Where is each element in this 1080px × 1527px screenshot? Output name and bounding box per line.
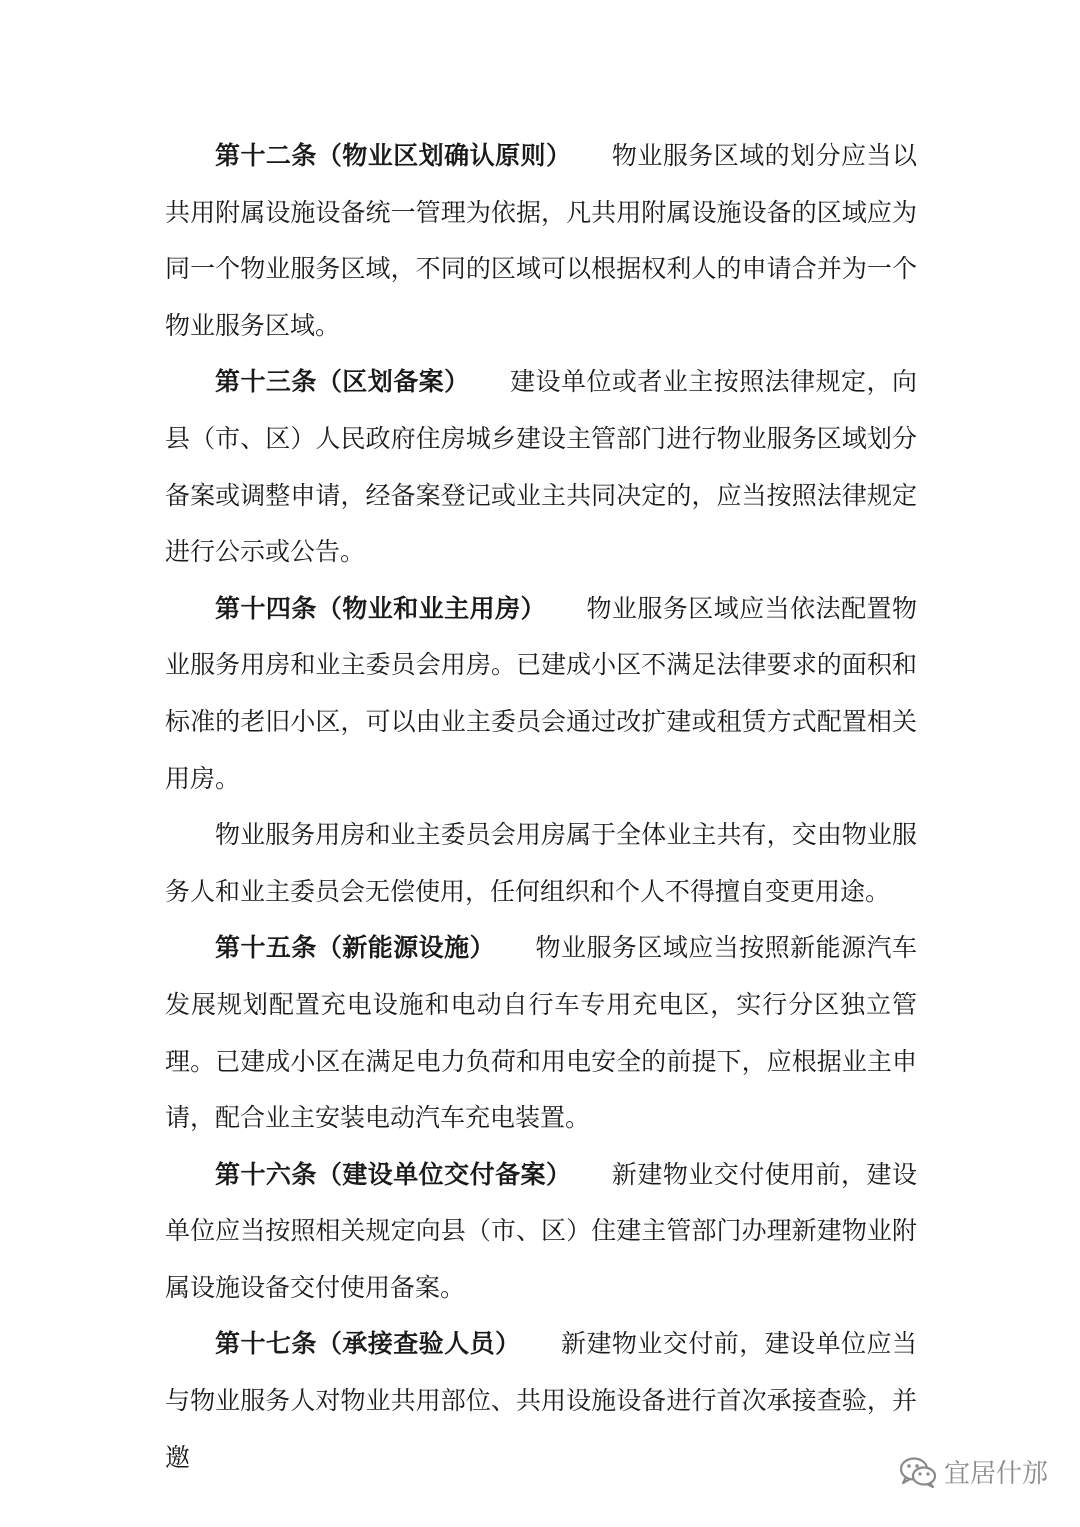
article-12 — [165, 128, 917, 354]
article-text: 新建物业交付使用前，建设单位应当按照相关规定向县（市、区）住建主管部门办理新建物业附属设施设备交付使用备案。 — [165, 1159, 917, 1302]
article-text: 建设单位或者业主按照法律规定，向县（市、区）人民政府住房城乡建设主管部门进行物业服务区域划分备案或调整申请，经备案登记或业主共同决定的，应当按照法律规定进行公示或公告。 — [165, 367, 917, 567]
watermark — [898, 1453, 1048, 1490]
wechat-icon — [898, 1455, 938, 1489]
article-16 — [165, 1147, 917, 1317]
article-heading: 第十四条（物业和业主用房） — [215, 593, 546, 623]
article-text: 物业服务区域应当按照新能源汽车发展规划配置充电设施和电动自行车专用充电区，实行分区独立管理。已建成小区在满足电力负荷和用电安全的前提下，应根据业主申请，配合业主安装电动汽车充电装置。 — [165, 933, 917, 1133]
article-15 — [165, 920, 917, 1146]
article-heading: 第十三条（区划备案） — [215, 367, 470, 397]
article-heading: 第十二条（物业区划确认原则） — [215, 141, 572, 170]
article-13 — [165, 354, 917, 580]
article-14-paragraph-2 — [165, 807, 917, 920]
document-body — [165, 128, 917, 1486]
article-text: 物业服务区域应当依法配置物业服务用房和业主委员会用房。已建成小区不满足法律要求的面积和标准的老旧小区，可以由业主委员会通过改扩建或租赁方式配置相关用房。 — [165, 593, 917, 793]
watermark-text: 宜居什邡 — [944, 1459, 1049, 1489]
article-heading: 第十七条（承接查验人员） — [215, 1329, 521, 1359]
article-heading: 第十六条（建设单位交付备案） — [215, 1159, 572, 1189]
article-17 — [165, 1316, 917, 1486]
article-text: 新建物业交付前，建设单位应当与物业服务人对物业共用部位、共用设施设备进行首次承接查验，并邀 — [165, 1329, 917, 1472]
article-text: 物业服务用房和业主委员会用房属于全体业主共有，交由物业服务人和业主委员会无偿使用，任何组织和个人不得擅自变更用途。 — [165, 820, 917, 906]
article-heading: 第十五条（新能源设施） — [215, 933, 496, 963]
article-text: 物业服务区域的划分应当以共用附属设施设备统一管理为依据，凡共用附属设施设备的区域应为同一个物业服务区域，不同的区域可以根据权利人的申请合并为一个物业服务区域。 — [165, 141, 917, 340]
article-14 — [165, 581, 917, 807]
